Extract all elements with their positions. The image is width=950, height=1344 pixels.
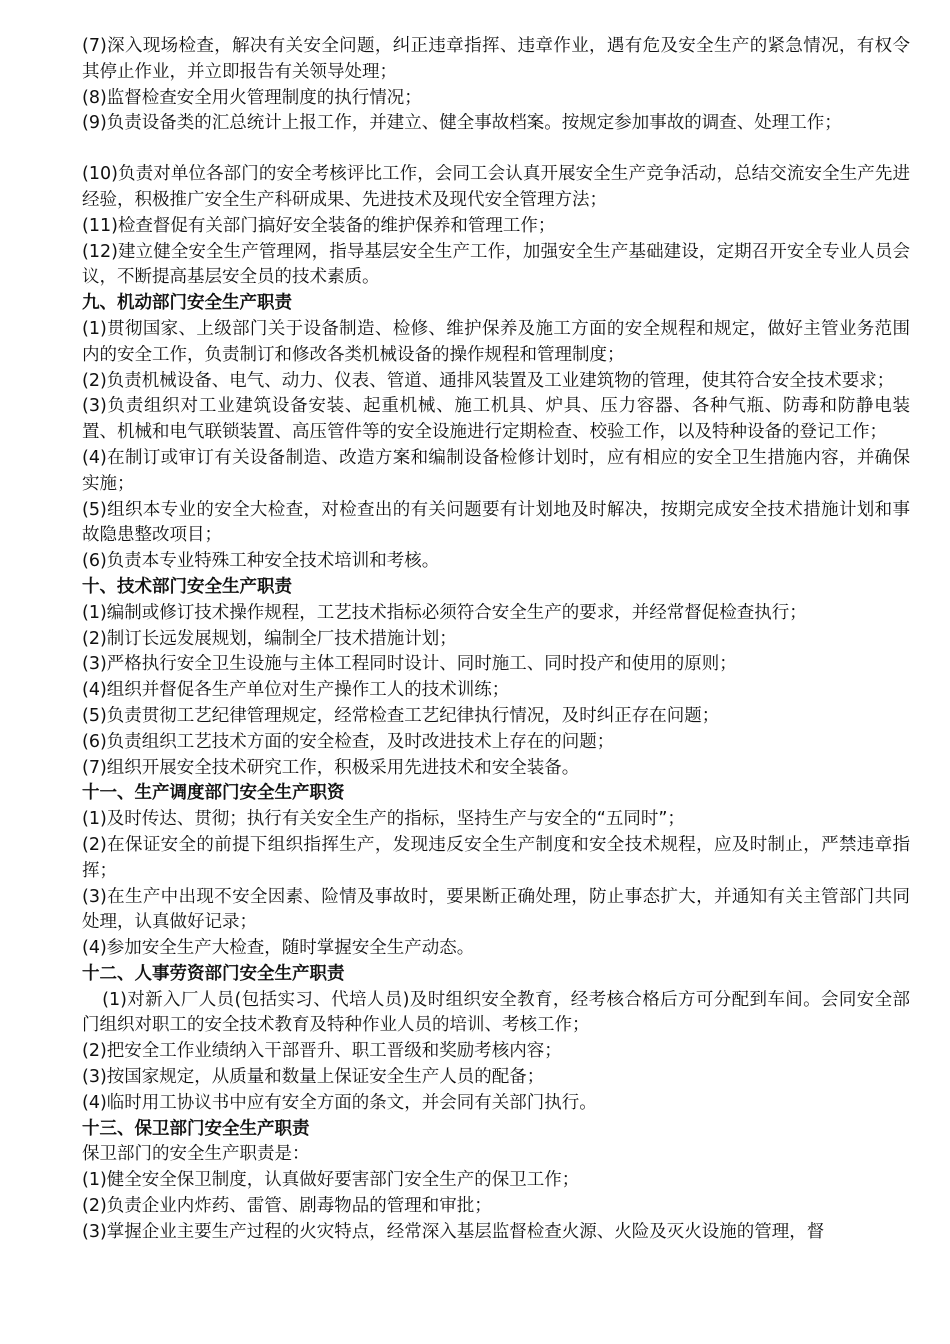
paragraph: (5)组织本专业的安全大检查，对检查出的有关问题要有计划地及时解决，按期完成安全技术措施计划和事故隐患整改项目； xyxy=(82,499,910,546)
paragraph: (6)负责组织工艺技术方面的安全检查，及时改进技术上存在的问题； xyxy=(82,731,615,752)
paragraph: (8)监督检查安全用火管理制度的执行情况； xyxy=(82,87,422,108)
paragraph: (2)负责企业内炸药、雷管、剧毒物品的管理和审批； xyxy=(82,1196,492,1217)
paragraph: (2)负责机械设备、电气、动力、仪表、管道、通排风装置及工业建筑物的管理，使其符合安全技术要求； xyxy=(82,370,895,391)
paragraph: (5)负责贯彻工艺纪律管理规定，经常检查工艺纪律执行情况，及时纠正存在问题； xyxy=(82,705,720,726)
paragraph: (6)负责本专业特殊工种安全技术培训和考核。 xyxy=(82,551,440,572)
paragraph: (1)编制或修订技术操作规程，工艺技术指标必须符合安全生产的要求，并经常督促检查执行； xyxy=(82,602,807,623)
paragraph: (1)对新入厂人员(包括实习、代培人员)及时组织安全教育，经考核合格后方可分配到车间。会同安全部门组织对职工的安全技术教育及特种作业人员的培训、考核工作； xyxy=(82,989,910,1036)
paragraph: (1)贯彻国家、上级部门关于设备制造、检修、维护保养及施工方面的安全规程和规定，做好主管业务范围内的安全工作，负责制订和修改各类机械设备的操作规程和管理制度； xyxy=(82,318,910,365)
paragraph: (1)及时传达、贯彻；执行有关安全生产的指标，坚持生产与安全的“五同时”； xyxy=(82,809,685,830)
paragraph: (4)参加安全生产大检查，随时掌握安全生产动态。 xyxy=(82,938,475,959)
paragraph: (3)按国家规定，从质量和数量上保证安全生产人员的配备； xyxy=(82,1067,545,1088)
paragraph: (4)临时用工协议书中应有安全方面的条文，并会同有关部门执行。 xyxy=(82,1092,597,1113)
paragraph: (2)把安全工作业绩纳入干部晋升、职工晋级和奖励考核内容； xyxy=(82,1041,562,1062)
paragraph: (12)建立健全安全生产管理网，指导基层安全生产工作，加强安全生产基础建设，定期召开安全专业人员会议，不断提高基层安全员的技术素质。 xyxy=(82,241,910,288)
paragraph: 保卫部门的安全生产职责是： xyxy=(82,1144,310,1165)
section-heading: 十、技术部门安全生产职责 xyxy=(82,576,292,597)
paragraph: (3)掌握企业主要生产过程的火灾特点，经常深入基层监督检查火源、火险及灭火设施的管理，督 xyxy=(82,1221,825,1242)
paragraph: (1)健全安全保卫制度，认真做好要害部门安全生产的保卫工作； xyxy=(82,1170,580,1191)
paragraph-spacer xyxy=(82,137,910,162)
paragraph: (2)在保证安全的前提下组织指挥生产，发现违反安全生产制度和安全技术规程，应及时制止，严禁违章指挥； xyxy=(82,834,910,881)
section-heading: 九、机动部门安全生产职责 xyxy=(82,293,292,314)
paragraph: (4)在制订或审订有关设备制造、改造方案和编制设备检修计划时，应有相应的安全卫生措施内容，并确保实施； xyxy=(82,447,910,494)
paragraph: (7)深入现场检查，解决有关安全问题，纠正违章指挥、违章作业，遇有危及安全生产的紧急情况，有权令其停止作业，并立即报告有关领导处理； xyxy=(82,36,910,82)
paragraph: (7)组织开展安全技术研究工作，积极采用先进技术和安全装备。 xyxy=(82,757,580,778)
paragraph: (3)严格执行安全卫生设施与主体工程同时设计、同时施工、同时投产和使用的原则； xyxy=(82,654,737,675)
paragraph: (11)检查督促有关部门搞好安全装备的维护保养和管理工作； xyxy=(82,215,556,236)
section-heading: 十二、人事劳资部门安全生产职责 xyxy=(82,963,345,984)
paragraph: (10)负责对单位各部门的安全考核评比工作，会同工会认真开展安全生产竞争活动，总结交流安全生产先进经验，积极推广安全生产科研成果、先进技术及现代安全管理方法； xyxy=(82,164,910,210)
paragraph: (2)制订长远发展规划，编制全厂技术措施计划； xyxy=(82,628,457,649)
paragraph: (9)负责设备类的汇总统计上报工作，并建立、健全事故档案。按规定参加事故的调查、处理工作； xyxy=(82,113,842,134)
paragraph: (3)在生产中出现不安全因素、险情及事故时，要果断正确处理，防止事态扩大，并通知有关主管部门共同处理，认真做好记录； xyxy=(82,886,910,933)
section-heading: 十一、生产调度部门安全生产职资 xyxy=(82,783,345,804)
paragraph: (3)负责组织对工业建筑设备安装、起重机械、施工机具、炉具、压力容器、各种气瓶、防毒和防静电装置、机械和电气联锁装置、高压管件等的安全设施进行定期检查、校验工作，以及特种设备的登记工作； xyxy=(82,396,910,443)
paragraph: (4)组织并督促各生产单位对生产操作工人的技术训练； xyxy=(82,680,510,701)
section-heading: 十三、保卫部门安全生产职责 xyxy=(82,1118,310,1139)
